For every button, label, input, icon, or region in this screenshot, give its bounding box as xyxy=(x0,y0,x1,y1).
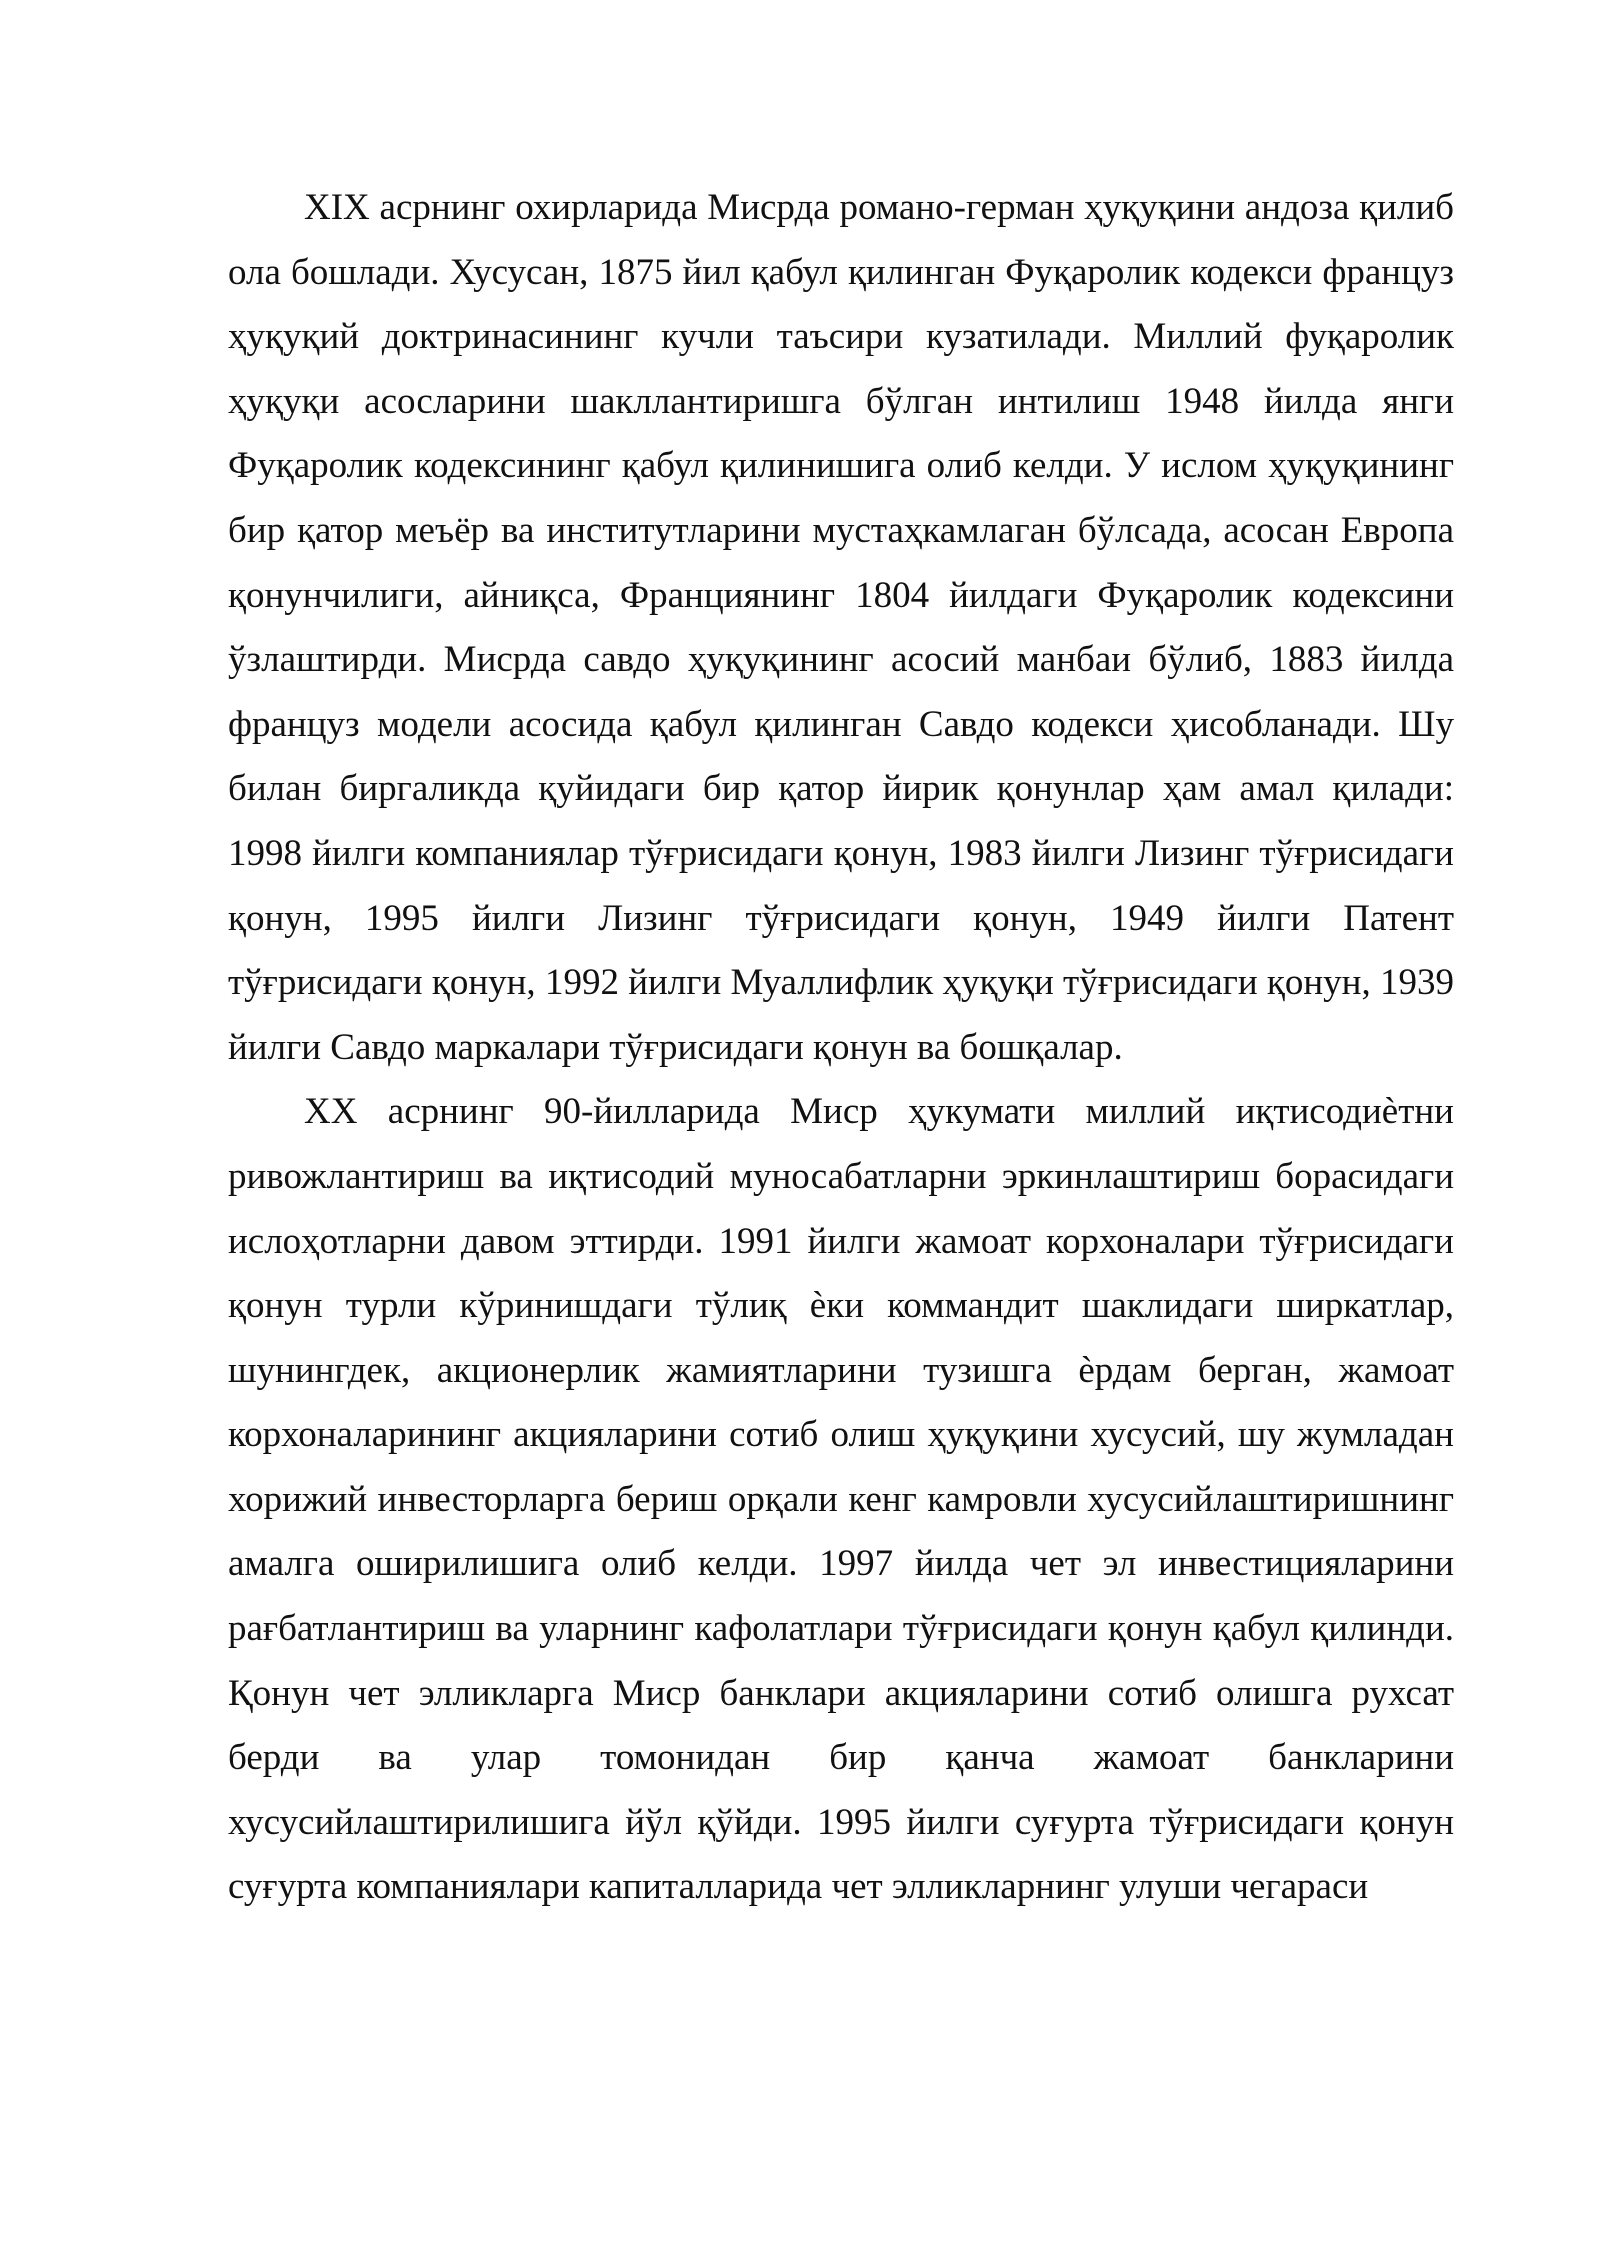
document-body xyxy=(228,176,1454,1920)
paragraph-2: XX асрнинг 90-йилларида Миср ҳукумати миллий иқтисодиѐтни ривожлантириш ва иқтисодий муносабатларни эркинлаштириш борасидаги ислоҳотларни давом эттирди. 1991 йилги жамоат корхоналари тўғрисидаги қонун турли кўринишдаги тўлиқ ѐки коммандит шаклидаги ширкатлар, шунингдек, акционерлик жамиятларини тузишга ѐрдам берган, жамоат корхоналарининг акцияларини сотиб олиш ҳуқуқини хусусий, шу жумладан хорижий инвесторларга бериш орқали кенг камровли хусусийлаштиришнинг амалга оширилишига олиб келди. 1997 йилда чет эл инвестицияларини рағбатлантириш ва уларнинг кафолатлари тўғрисидаги қонун қабул қилинди. Қонун чет элликларга Миср банклари акцияларини сотиб олишга рухсат берди ва улар томонидан бир қанча жамоат банкларини хусусийлаштирилишига йўл қўйди. 1995 йилги суғурта тўғрисидаги қонун суғурта компаниялари капиталларида чет элликларнинг улуши чегараси xyxy=(228,1091,1454,1908)
paragraph-1: XIX асрнинг охирларида Мисрда романо-герман ҳуқуқини андоза қилиб ола бошлади. Хусусан, 1875 йил қабул қилинган Фуқаролик кодекси француз ҳуқуқий доктринасининг кучли таъсири кузатилади. Миллий фуқаролик ҳуқуқи асосларини шакллантиришга бўлган интилиш 1948 йилда янги Фуқаролик кодексининг қабул қилинишига олиб келди. У ислом ҳуқуқининг бир қатор меъёр ва институтларини мустаҳкамлаган бўлсада, асосан Европа қонунчилиги, айниқса, Франциянинг 1804 йилдаги Фуқаролик кодексини ўзлаштирди. Мисрда савдо ҳуқуқининг асосий манбаи бўлиб, 1883 йилда француз модели асосида қабул қилинган Савдо кодекси ҳисобланади. Шу билан биргаликда қуйидаги бир қатор йирик қонунлар ҳам амал қилади: 1998 йилги компаниялар тўғрисидаги қонун, 1983 йилги Лизинг тўғрисидаги қонун, 1995 йилги Лизинг тўғрисидаги қонун, 1949 йилги Патент тўғрисидаги қонун, 1992 йилги Муаллифлик ҳуқуқи тўғрисидаги қонун, 1939 йилги Савдо маркалари тўғрисидаги қонун ва бошқалар. xyxy=(228,187,1454,1068)
